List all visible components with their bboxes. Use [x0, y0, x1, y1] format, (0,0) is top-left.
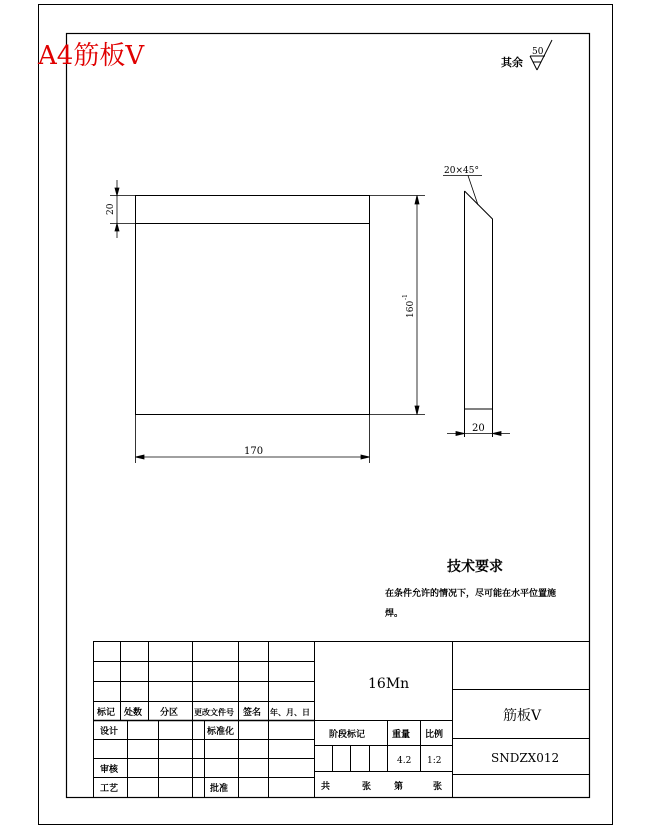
dim-side-width-label: 20	[472, 423, 485, 434]
header-zone: 分区	[160, 708, 179, 718]
tech-line2: 焊。	[385, 609, 404, 619]
tech-title: 技术要求	[447, 559, 503, 575]
tech-line1: 在条件允许的情况下，尽可能在水平位置施	[385, 589, 557, 599]
plate-outline	[136, 196, 370, 415]
dim-width	[136, 415, 370, 463]
side-view	[443, 166, 510, 437]
front-view	[135, 196, 370, 415]
header-date: 年、月、日	[270, 708, 310, 717]
label-scale: 比例	[425, 730, 444, 740]
header-signature: 签名	[243, 708, 262, 718]
part-name: 筋板V	[503, 708, 542, 724]
dim-top-strip-label: 20	[106, 203, 116, 215]
dim-chamfer-label: 20×45°	[444, 166, 479, 176]
header-mark: 标记	[97, 708, 116, 718]
label-standardize: 标准化	[207, 727, 235, 737]
dim-width-label: 170	[244, 446, 264, 457]
title-block	[94, 642, 590, 798]
tech-requirements	[384, 558, 556, 619]
roughness-symbol	[501, 40, 552, 70]
dim-height-tol: -1	[402, 294, 409, 300]
label-weight: 重量	[392, 730, 411, 740]
sheets-unit2: 张	[433, 782, 443, 792]
label-stage-mark: 阶段标记	[329, 730, 366, 740]
sheets-total: 共	[321, 782, 331, 792]
dim-top-strip	[106, 180, 135, 238]
dim-height	[370, 196, 425, 415]
roughness-value: 50	[532, 47, 544, 57]
inner-border	[67, 34, 590, 798]
corner-label: A4筋板V	[38, 41, 145, 71]
header-change-doc: 更改文件号	[194, 708, 234, 717]
label-review: 审核	[100, 765, 119, 775]
sheets-unit1: 张	[362, 782, 372, 792]
side-outline	[465, 191, 493, 409]
scale-value: 1:2	[427, 756, 442, 766]
dim-height-label: 160	[406, 300, 416, 318]
weight-value: 4.2	[397, 756, 412, 766]
label-approve: 批准	[210, 784, 229, 794]
header-count: 处数	[124, 708, 143, 718]
sheet-no: 第	[394, 782, 404, 792]
roughness-prefix: 其余	[501, 56, 523, 69]
material: 16Mn	[368, 676, 410, 692]
label-design: 设计	[100, 727, 119, 737]
label-process: 工艺	[100, 784, 119, 794]
drawing-number: SNDZX012	[491, 751, 560, 765]
